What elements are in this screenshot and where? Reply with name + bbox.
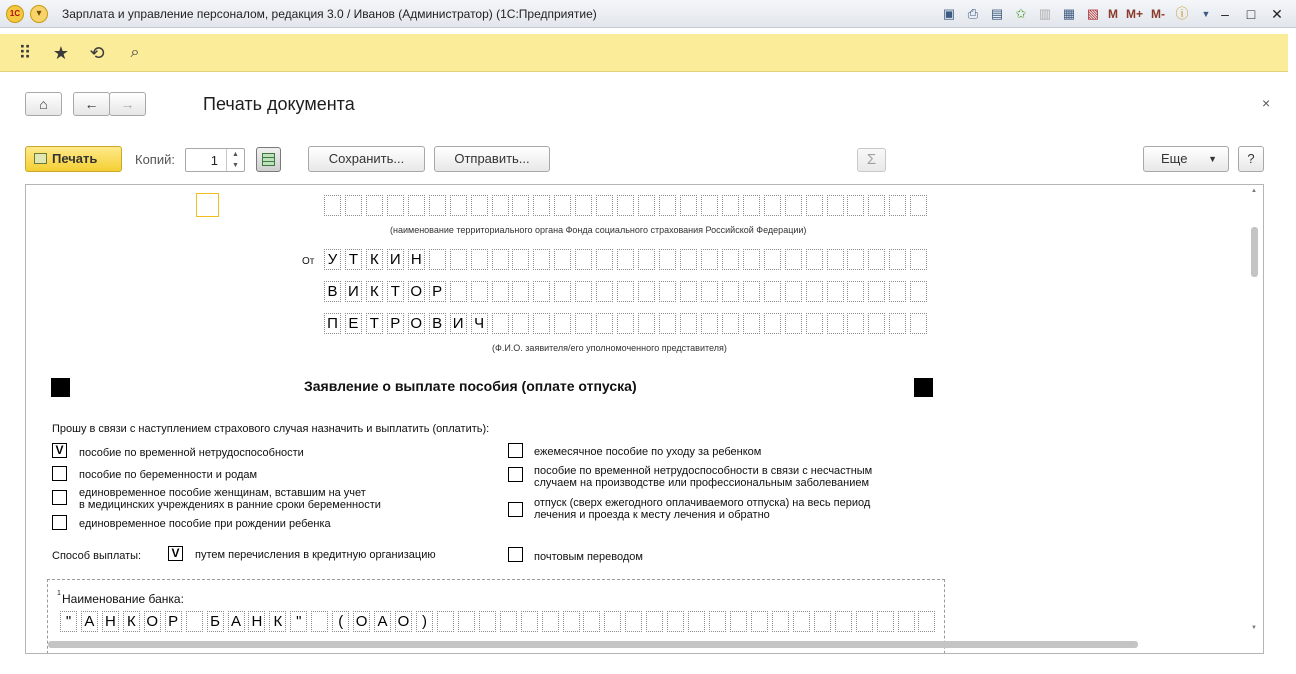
char-cell — [701, 313, 718, 334]
char-cell — [847, 195, 864, 216]
char-cell — [554, 281, 571, 302]
char-cell: Р — [165, 611, 182, 632]
char-cell — [847, 281, 864, 302]
char-cell — [910, 249, 927, 270]
char-cell: ) — [416, 611, 433, 632]
char-cell — [659, 195, 676, 216]
chevron-down-icon: ▼ — [1208, 154, 1217, 164]
char-cell — [856, 611, 873, 632]
char-cell — [575, 195, 592, 216]
char-cell — [868, 249, 885, 270]
char-cell — [722, 313, 739, 334]
char-cell: У — [324, 249, 341, 270]
org-name-cells — [324, 195, 931, 216]
char-cell — [450, 195, 467, 216]
char-cell — [889, 195, 906, 216]
char-cell — [512, 281, 529, 302]
char-cell — [910, 281, 927, 302]
char-cell — [638, 195, 655, 216]
char-cell — [492, 281, 509, 302]
char-cell — [596, 313, 613, 334]
vertical-scroll-thumb[interactable] — [1251, 227, 1258, 277]
char-cell — [186, 611, 203, 632]
char-cell — [554, 195, 571, 216]
home-button[interactable]: ⌂ — [25, 92, 62, 116]
benefit-label: отпуск (сверх ежегодного оплачиваемого отпуска) на весь период лечения и проезда к месту лечения и обратно — [534, 497, 871, 521]
bank-name-cells — [60, 611, 939, 632]
benefit-label: единовременное пособие женщинам, вставшим на учет в медицинских учреждениях в ранние сроки беременности — [79, 487, 381, 511]
forward-button[interactable]: → — [109, 92, 146, 116]
char-cell — [827, 281, 844, 302]
scroll-up-icon[interactable]: ▲ — [1251, 188, 1257, 194]
char-cell — [471, 195, 488, 216]
char-cell — [512, 313, 529, 334]
memory-m-plus-button[interactable]: M+ — [1126, 7, 1144, 21]
char-cell — [533, 313, 550, 334]
char-cell: Н — [408, 249, 425, 270]
edit-table-button[interactable] — [256, 147, 281, 172]
char-cell — [596, 249, 613, 270]
title-toolbar — [940, 4, 1221, 24]
char-cell: Е — [345, 313, 362, 334]
minimize-icon[interactable]: – — [1221, 6, 1229, 22]
char-cell — [604, 611, 621, 632]
save-icon[interactable]: ▣ — [942, 6, 956, 21]
char-cell: И — [387, 249, 404, 270]
char-cell — [722, 281, 739, 302]
preview-icon[interactable]: ▤ — [990, 6, 1004, 21]
char-cell — [659, 249, 676, 270]
benefit-label: пособие по беременности и родам — [79, 469, 258, 481]
char-cell — [554, 313, 571, 334]
copies-stepper[interactable] — [185, 148, 245, 172]
char-cell — [366, 195, 383, 216]
char-cell: Р — [387, 313, 404, 334]
benefit-label: пособие по временной нетрудоспособности — [79, 447, 304, 459]
char-cell — [743, 249, 760, 270]
char-cell — [785, 249, 802, 270]
char-cell — [542, 611, 559, 632]
char-cell: Ч — [471, 313, 488, 334]
char-cell — [847, 313, 864, 334]
name-cells — [324, 281, 931, 302]
char-cell: И — [450, 313, 467, 334]
char-cell: К — [366, 281, 383, 302]
char-cell — [764, 249, 781, 270]
more-label: Еще — [1161, 151, 1188, 166]
char-cell — [722, 249, 739, 270]
char-cell: П — [324, 313, 341, 334]
char-cell — [533, 281, 550, 302]
char-cell — [701, 281, 718, 302]
from-label: От — [302, 256, 315, 267]
char-cell — [764, 195, 781, 216]
payment-bank-checkbox[interactable]: V — [168, 546, 183, 561]
table-edit-icon — [262, 153, 275, 166]
char-cell — [701, 195, 718, 216]
char-cell: А — [228, 611, 245, 632]
char-cell — [408, 195, 425, 216]
calendar-icon[interactable]: ▧ — [1086, 6, 1100, 21]
history-icon[interactable]: ▥ — [1038, 6, 1052, 21]
char-cell — [680, 249, 697, 270]
char-cell — [387, 195, 404, 216]
request-text: Прошу в связи с наступлением страхового случая назначить и выплатить (оплатить): — [52, 423, 490, 435]
char-cell — [868, 281, 885, 302]
char-cell — [638, 281, 655, 302]
horizontal-scroll-thumb[interactable] — [48, 641, 1138, 648]
char-cell — [437, 611, 454, 632]
horizontal-scrollbar[interactable] — [26, 637, 1248, 653]
char-cell — [835, 611, 852, 632]
char-cell — [667, 611, 684, 632]
char-cell — [575, 281, 592, 302]
payment-post-checkbox[interactable] — [508, 547, 523, 562]
char-cell — [638, 313, 655, 334]
char-cell — [596, 195, 613, 216]
char-cell — [709, 611, 726, 632]
char-cell: О — [408, 313, 425, 334]
send-button[interactable]: Отправить... — [434, 146, 550, 172]
char-cell: ( — [332, 611, 349, 632]
char-cell — [659, 313, 676, 334]
benefit-checkbox[interactable] — [508, 502, 523, 517]
char-cell — [827, 313, 844, 334]
window-controls — [1212, 4, 1290, 24]
char-cell — [617, 249, 634, 270]
char-cell — [730, 611, 747, 632]
application-heading: Заявление о выплате пособия (оплате отпуска) — [304, 378, 637, 394]
info-icon[interactable]: ⓘ — [1175, 6, 1189, 21]
benefit-label: единовременное пособие при рождении ребенка — [79, 518, 331, 530]
char-cell — [680, 281, 697, 302]
main-menu-icon[interactable]: ▾ — [30, 5, 48, 23]
char-cell — [512, 249, 529, 270]
history-icon[interactable]: ⟲ — [89, 43, 105, 63]
char-cell — [429, 249, 446, 270]
more-button[interactable] — [1143, 146, 1229, 172]
surname-cells — [324, 249, 931, 270]
help-button[interactable]: ? — [1238, 146, 1264, 172]
char-cell: И — [345, 281, 362, 302]
char-cell — [575, 313, 592, 334]
char-cell: " — [60, 611, 77, 632]
char-cell — [512, 195, 529, 216]
favorite-icon[interactable]: ✩ — [1015, 6, 1027, 21]
vertical-scrollbar[interactable] — [1247, 185, 1263, 637]
benefit-checkbox[interactable] — [508, 443, 523, 458]
memory-m-minus-button[interactable]: M- — [1151, 7, 1166, 21]
maximize-icon[interactable]: □ — [1246, 6, 1256, 22]
char-cell: О — [408, 281, 425, 302]
char-cell — [617, 313, 634, 334]
sum-button[interactable]: Σ — [857, 148, 886, 172]
char-cell — [918, 611, 935, 632]
char-cell — [785, 281, 802, 302]
char-cell — [345, 195, 362, 216]
print-icon[interactable]: ⎙ — [967, 6, 979, 21]
char-cell — [889, 281, 906, 302]
char-cell — [492, 249, 509, 270]
char-cell — [751, 611, 768, 632]
char-cell — [563, 611, 580, 632]
char-cell — [743, 281, 760, 302]
copies-value: 1 — [210, 153, 218, 168]
marker-right — [914, 378, 933, 397]
app-logo-icon: 1С — [6, 5, 24, 23]
char-cell — [521, 611, 538, 632]
search-icon[interactable]: ⌕ — [130, 44, 140, 61]
char-cell — [793, 611, 810, 632]
char-cell — [764, 281, 781, 302]
selected-cell[interactable] — [196, 193, 219, 217]
char-cell — [533, 195, 550, 216]
char-cell — [877, 611, 894, 632]
window-title-bar — [0, 0, 1296, 28]
char-cell — [785, 313, 802, 334]
char-cell — [659, 281, 676, 302]
fio-hint: (Ф.И.О. заявителя/его уполномоченного представителя) — [492, 343, 727, 353]
benefit-label: ежемесячное пособие по уходу за ребенком — [534, 446, 762, 458]
char-cell: Н — [102, 611, 119, 632]
char-cell: А — [374, 611, 391, 632]
char-cell — [500, 611, 517, 632]
char-cell — [743, 313, 760, 334]
char-cell — [806, 281, 823, 302]
char-cell — [458, 611, 475, 632]
page-title: Печать документа — [203, 94, 355, 114]
char-cell — [533, 249, 550, 270]
char-cell — [575, 249, 592, 270]
benefit-checkbox[interactable] — [508, 467, 523, 482]
benefit-checkbox[interactable] — [52, 490, 67, 505]
print-button-label: Печать — [52, 151, 98, 166]
char-cell: О — [353, 611, 370, 632]
document-area[interactable] — [25, 184, 1264, 654]
char-cell — [471, 249, 488, 270]
char-cell: О — [144, 611, 161, 632]
char-cell — [806, 249, 823, 270]
char-cell — [625, 611, 642, 632]
char-cell — [311, 611, 328, 632]
char-cell — [554, 249, 571, 270]
char-cell: Н — [248, 611, 265, 632]
calculator-icon[interactable]: ▦ — [1062, 6, 1076, 21]
patronymic-cells — [324, 313, 931, 334]
char-cell — [450, 281, 467, 302]
char-cell — [868, 313, 885, 334]
char-cell — [450, 249, 467, 270]
char-cell: Б — [207, 611, 224, 632]
benefit-checkbox[interactable] — [52, 466, 67, 481]
window-title: Зарплата и управление персоналом, редакция 3.0 / Иванов (Администратор) (1С:Предприятие) — [62, 7, 597, 21]
char-cell — [701, 249, 718, 270]
char-cell: Р — [429, 281, 446, 302]
char-cell — [492, 313, 509, 334]
print-button[interactable] — [25, 146, 122, 172]
char-cell — [827, 249, 844, 270]
char-cell — [785, 195, 802, 216]
char-cell — [680, 313, 697, 334]
printer-icon — [34, 153, 47, 164]
char-cell: К — [123, 611, 140, 632]
close-icon[interactable]: × — [1262, 95, 1271, 111]
char-cell — [583, 611, 600, 632]
benefit-label: пособие по временной нетрудоспособности в связи с несчастным случаем на производстве или профессиональным заболеванием — [534, 465, 873, 489]
char-cell — [680, 195, 697, 216]
char-cell: А — [81, 611, 98, 632]
benefit-checkbox[interactable]: V — [52, 443, 67, 458]
org-hint: (наименование территориального органа Фонда социального страхования Российской Федерации) — [390, 225, 807, 235]
char-cell: Т — [387, 281, 404, 302]
char-cell — [688, 611, 705, 632]
char-cell — [471, 281, 488, 302]
char-cell — [646, 611, 663, 632]
payment-method-label: Способ выплаты: — [52, 550, 142, 562]
section-panel — [0, 34, 1288, 72]
save-button[interactable]: Сохранить... — [308, 146, 425, 172]
bank-footnote: 1 — [57, 590, 61, 597]
char-cell: Т — [366, 313, 383, 334]
marker-left — [51, 378, 70, 397]
char-cell — [772, 611, 789, 632]
char-cell: В — [429, 313, 446, 334]
char-cell — [868, 195, 885, 216]
char-cell — [617, 281, 634, 302]
char-cell: Т — [345, 249, 362, 270]
char-cell — [889, 249, 906, 270]
benefit-checkbox[interactable] — [52, 515, 67, 530]
char-cell — [806, 195, 823, 216]
memory-m-button[interactable]: M — [1108, 7, 1118, 21]
payment-post-label: почтовым переводом — [534, 551, 643, 563]
char-cell — [429, 195, 446, 216]
favorites-star-icon[interactable]: ★ — [52, 43, 70, 63]
char-cell — [324, 195, 341, 216]
char-cell — [806, 313, 823, 334]
char-cell: О — [395, 611, 412, 632]
char-cell — [617, 195, 634, 216]
char-cell — [847, 249, 864, 270]
char-cell: " — [290, 611, 307, 632]
char-cell — [722, 195, 739, 216]
char-cell — [814, 611, 831, 632]
close-window-icon[interactable]: ✕ — [1271, 6, 1283, 22]
char-cell — [492, 195, 509, 216]
spin-arrows-icon[interactable]: ▲ ▼ — [226, 149, 244, 171]
payment-bank-label: путем перечисления в кредитную организацию — [195, 549, 436, 561]
char-cell — [479, 611, 496, 632]
bank-label: Наименование банка: — [62, 592, 184, 606]
scroll-down-icon[interactable]: ▼ — [1251, 625, 1257, 631]
char-cell — [743, 195, 760, 216]
char-cell — [889, 313, 906, 334]
char-cell — [898, 611, 915, 632]
char-cell: К — [269, 611, 286, 632]
chevron-down-icon[interactable]: ▼ — [1201, 9, 1211, 19]
char-cell — [764, 313, 781, 334]
char-cell: К — [366, 249, 383, 270]
char-cell: В — [324, 281, 341, 302]
char-cell — [910, 313, 927, 334]
apps-grid-icon[interactable]: ⠿ — [18, 43, 32, 63]
char-cell — [827, 195, 844, 216]
char-cell — [910, 195, 927, 216]
char-cell — [638, 249, 655, 270]
back-button[interactable]: ← — [73, 92, 110, 116]
char-cell — [596, 281, 613, 302]
copies-label: Копий: — [135, 152, 175, 167]
